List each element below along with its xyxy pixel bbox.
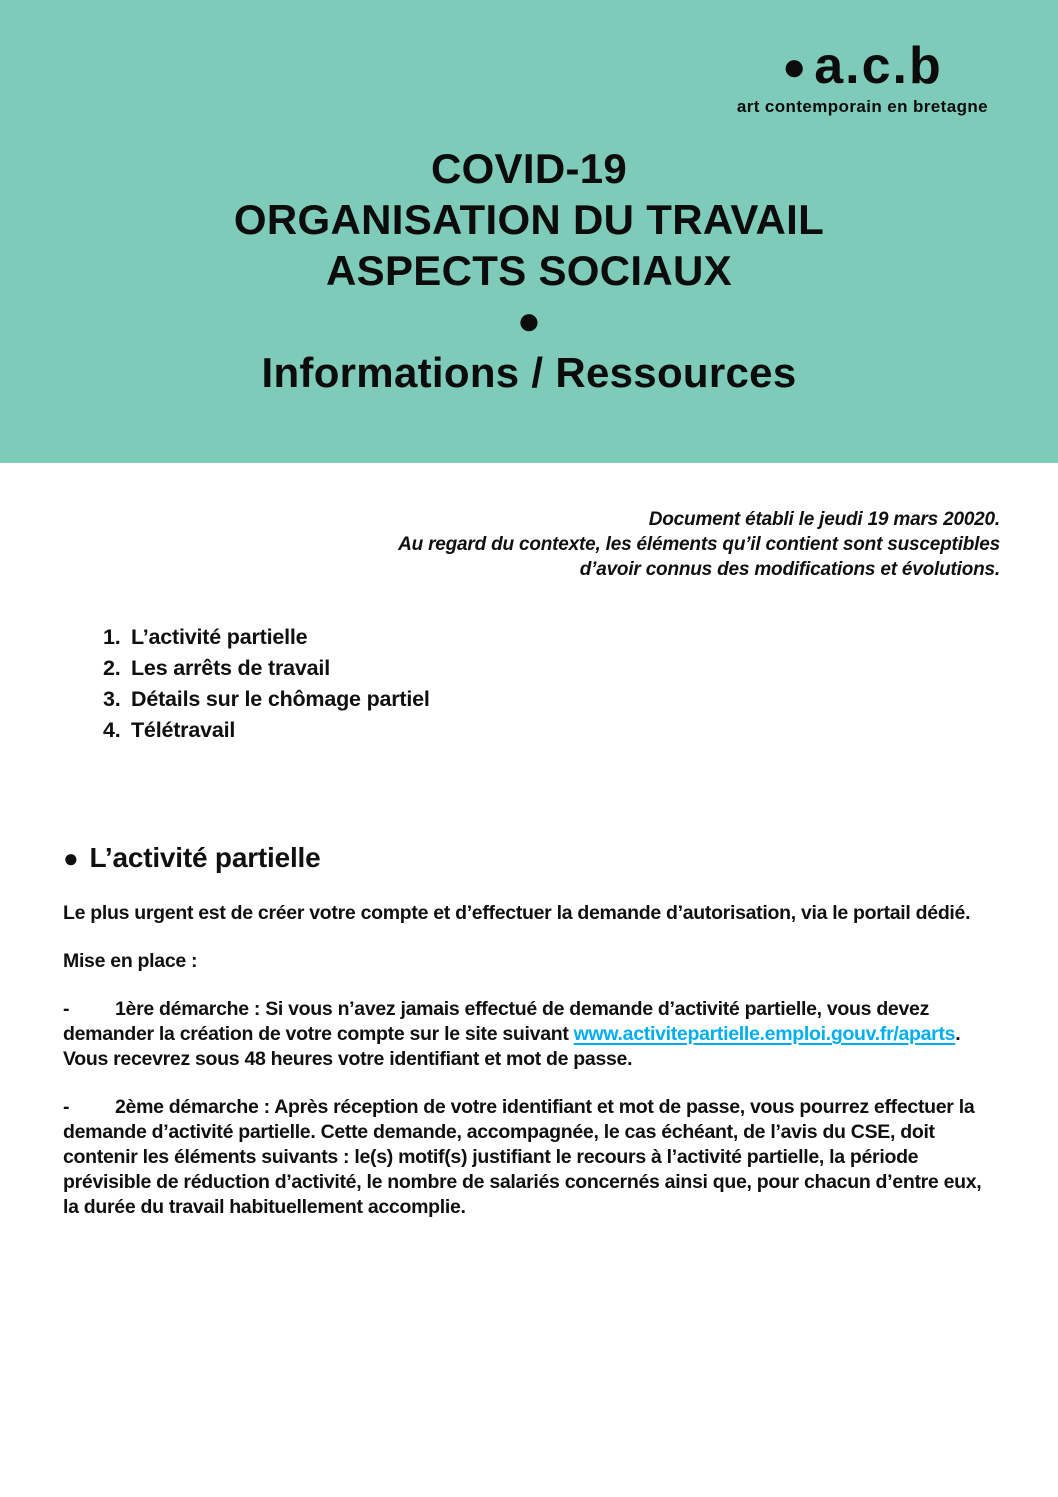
intro-paragraph: Le plus urgent est de créer votre compte et d’effectuer la demande d’autorisation, via le portail dédié. bbox=[63, 902, 971, 925]
toc-item-number: 2. bbox=[103, 656, 121, 680]
toc-item-label: L’activité partielle bbox=[131, 625, 308, 649]
toc-item-2 bbox=[103, 653, 1000, 684]
title-line-2: ORGANISATION DU TRAVAIL bbox=[233, 196, 825, 243]
note-line: d’avoir connus des modifications et évolutions. bbox=[579, 559, 1000, 580]
header-banner bbox=[0, 0, 1058, 463]
logo-dot-icon: ● bbox=[782, 45, 807, 89]
step1-text-before: 1ère démarche : Si vous n’avez jamais effectué de demande d’activité partielle, vous devez demander la création de votre compte sur le site suivant bbox=[63, 998, 930, 1046]
activite-partielle-link[interactable]: www.activitepartielle.emploi.gouv.fr/aparts bbox=[573, 1023, 956, 1046]
note-line: Document établi le jeudi 19 mars 20020. bbox=[648, 509, 1000, 530]
section-bullet-icon: ● bbox=[63, 843, 79, 873]
document-subtitle: Informations / Ressources bbox=[261, 349, 797, 396]
logo-wordmark bbox=[737, 38, 988, 95]
toc-item-label: Détails sur le chômage partiel bbox=[131, 687, 430, 711]
toc-item-number: 4. bbox=[103, 718, 121, 742]
date-note bbox=[63, 507, 1000, 582]
title-line-1: COVID-19 bbox=[430, 145, 628, 192]
logo-tagline: art contemporain en bretagne bbox=[736, 97, 988, 116]
step1-text-after: . Vous recevrez sous 48 heures votre identifiant et mot de passe. bbox=[63, 1023, 961, 1071]
section-heading-activite-partielle bbox=[63, 838, 1000, 878]
table-of-contents bbox=[103, 622, 1000, 746]
toc-item-3 bbox=[103, 684, 1000, 715]
toc-item-number: 1. bbox=[103, 625, 121, 649]
toc-item-4 bbox=[103, 715, 1000, 746]
mise-en-place-label: Mise en place : bbox=[63, 950, 198, 973]
toc-item-number: 3. bbox=[103, 687, 121, 711]
toc-item-1 bbox=[103, 622, 1000, 653]
acb-logo bbox=[737, 38, 988, 117]
document-title bbox=[0, 143, 1058, 398]
toc-item-label: Les arrêts de travail bbox=[131, 656, 330, 680]
toc-item-label: Télétravail bbox=[131, 718, 236, 742]
step2-paragraph bbox=[63, 1095, 1000, 1220]
list-dash: - bbox=[63, 1096, 70, 1119]
note-line: Au regard du contexte, les éléments qu’il contient sont susceptibles bbox=[398, 534, 1000, 555]
separator-dot-icon: ● bbox=[516, 299, 542, 343]
section-title: L’activité partielle bbox=[89, 842, 321, 873]
step2-text: 2ème démarche : Après réception de votre identifiant et mot de passe, vous pourrez effectuer la demande d’activité partielle. Cette demande, accompagnée, le cas échéant, de l’avis du CSE, doit contenir les éléments suivants : le(s) motif(s) justifiant le recours à l’activité partielle, la période prévisible de réduction d’activité, le nombre de salariés concernés ainsi que, pour chacun d’entre eux, la durée du travail habituellement accomplie. bbox=[63, 1096, 982, 1219]
title-line-3: ASPECTS SOCIAUX bbox=[326, 247, 732, 294]
step1-paragraph bbox=[63, 997, 1000, 1072]
document-body bbox=[0, 507, 1058, 1220]
list-dash: - bbox=[63, 998, 70, 1021]
logo-name: a.c.b bbox=[814, 37, 943, 95]
